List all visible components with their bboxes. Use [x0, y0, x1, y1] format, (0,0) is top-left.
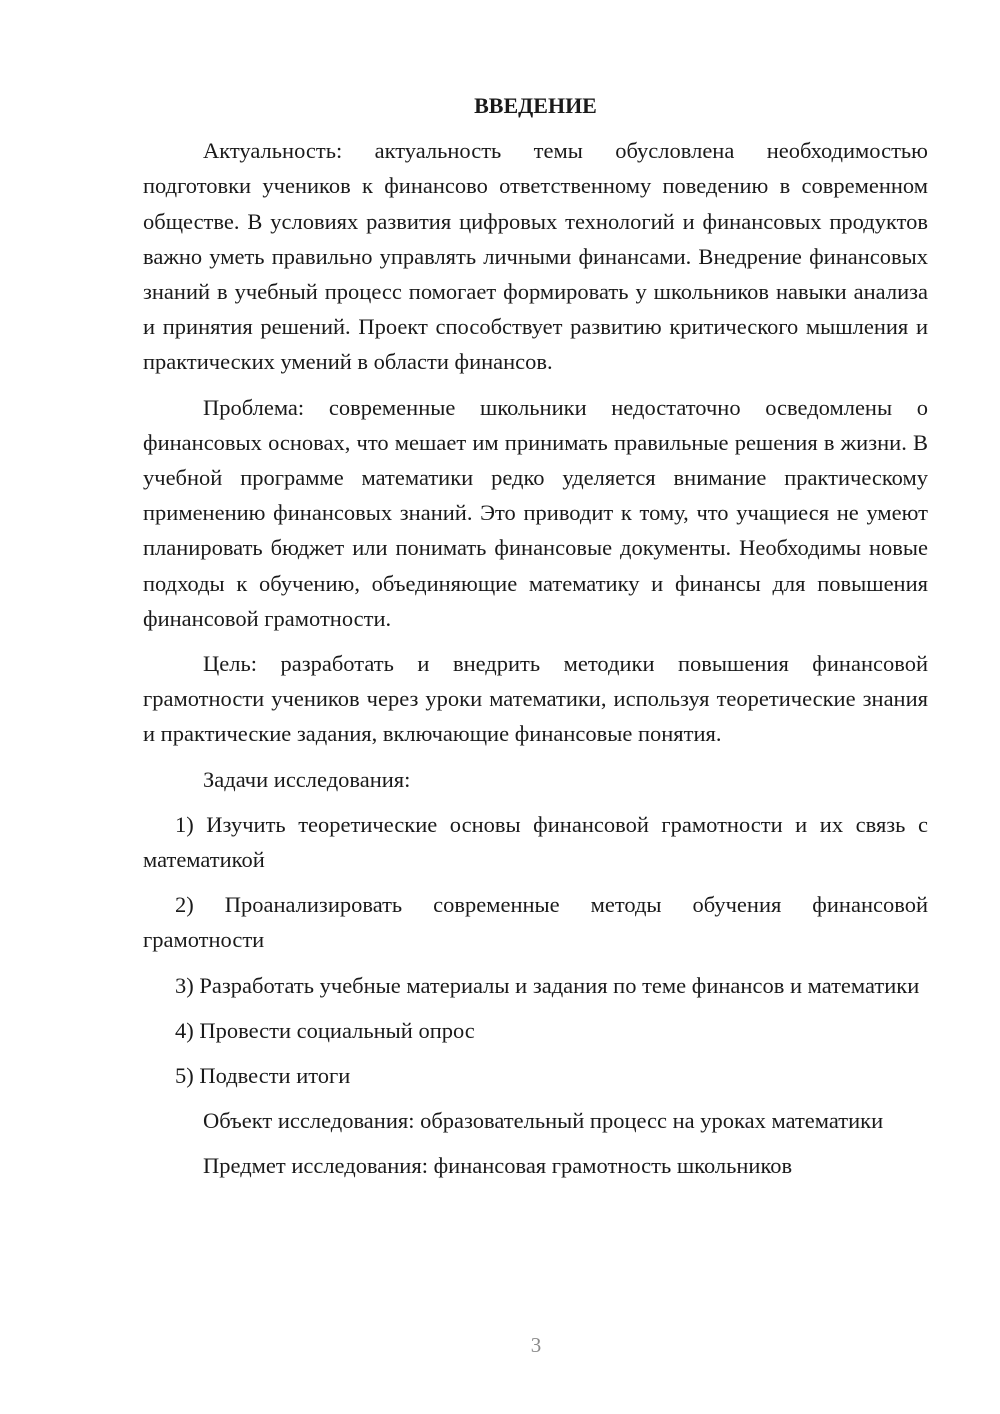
- task-item: 5) Подвести итоги: [175, 1063, 351, 1089]
- paragraph-relevance: Актуальность: актуальность темы обусловлена необходимостью подготовки учеников к финансово ответственному поведению в современном обществе. В условиях развития цифровых технологий и финансовых продуктов важно уметь правильно управлять личными финансами. Внедрение финансовых знаний в учебный процесс помогает формировать у школьников навыки анализа и принятия решений. Проект способствует развитию критического мышления и практических умений в области финансов.: [143, 138, 928, 375]
- research-object: Объект исследования: образовательный процесс на уроках математики: [203, 1108, 884, 1134]
- task-item: 1) Изучить теоретические основы финансовой грамотности и их связь с математикой: [143, 811, 928, 873]
- tasks-heading: Задачи исследования:: [203, 766, 411, 792]
- task-item: 4) Провести социальный опрос: [175, 1017, 475, 1043]
- research-subject: Предмет исследования: финансовая грамотность школьников: [203, 1153, 793, 1179]
- task-item: 2) Проанализировать современные методы обучения финансовой грамотности: [143, 892, 928, 953]
- task-item: 3) Разработать учебные материалы и задания по теме финансов и математики: [175, 972, 920, 998]
- page-title: ВВЕДЕНИЕ: [474, 93, 597, 118]
- page-content: [143, 88, 928, 1194]
- paragraph-problem: Проблема: современные школьники недостаточно осведомлены о финансовых основах, что мешает им принимать правильные решения в жизни. В учебной программе математики редко уделяется внимание практическому применению финансовых знаний. Это приводит к тому, что учащиеся не умеют планировать бюджет или понимать финансовые документы. Необходимы новые подходы к обучению, объединяющие математику и финансы для повышения финансовой грамотности.: [143, 394, 928, 631]
- page-number: 3: [530, 1333, 542, 1357]
- paragraph-goal: Цель: разработать и внедрить методики повышения финансовой грамотности учеников через уроки математики, используя теоретические знания и практические задания, включающие финансовые понятия.: [143, 651, 928, 747]
